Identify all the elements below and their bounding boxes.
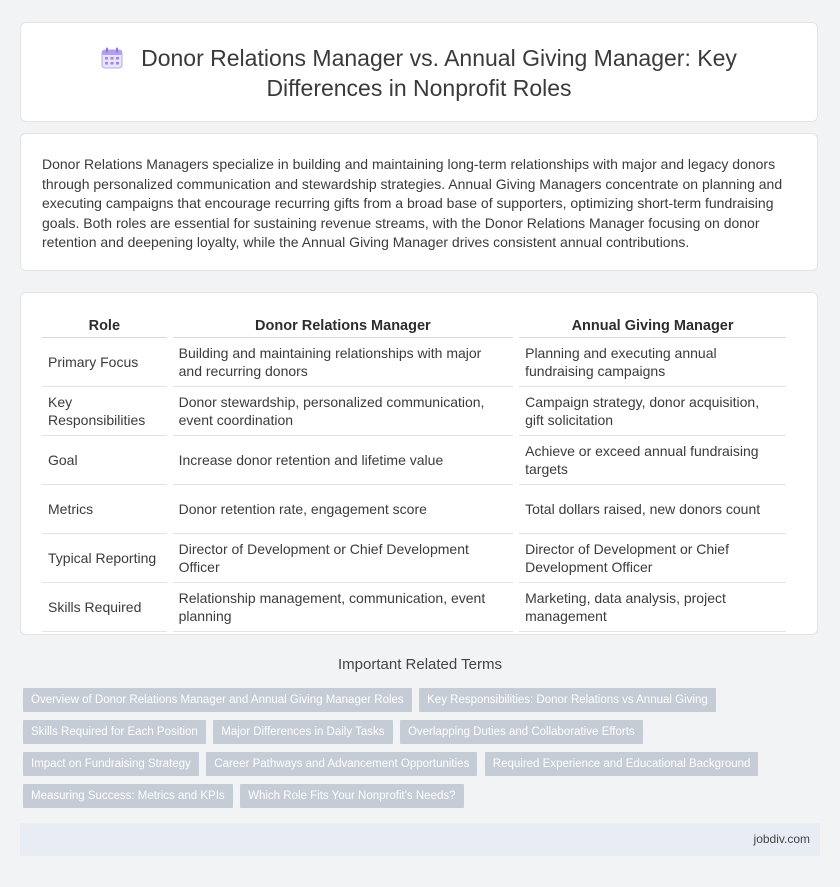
table-row (42, 485, 786, 534)
row-label: Typical Reporting (42, 534, 167, 583)
donor-relations-cell: Donor retention rate, engagement score (173, 485, 513, 534)
row-label: Goal (42, 436, 167, 485)
footer (20, 823, 820, 856)
related-term-link[interactable]: Impact on Fundraising Strategy (23, 752, 199, 776)
row-label: Key Responsibilities (42, 387, 167, 436)
header-donor-relations: Donor Relations Manager (173, 315, 513, 338)
calendar-icon (101, 47, 123, 69)
intro-paragraph: Donor Relations Managers specialize in building and maintaining long-term relationships with major and legacy donors through personalized communication and stewardship strategies. Annual Giving Managers concentrate on planning and executing campaigns that encourage recurring gifts from a broad base of supporters, optimizing short-term fundraising goals. Both roles are essential for sustaining revenue streams, with the Donor Relations Manager focusing on donor retention and deepening loyalty, while the Annual Giving Manager drives consistent annual contributions. (42, 156, 783, 250)
related-term-link[interactable]: Key Responsibilities: Donor Relations vs Annual Giving (419, 688, 716, 712)
header-annual-giving: Annual Giving Manager (519, 315, 786, 338)
related-term-link[interactable]: Measuring Success: Metrics and KPIs (23, 784, 233, 808)
comparison-table (36, 315, 792, 632)
annual-giving-cell: Achieve or exceed annual fundraising targets (519, 436, 786, 485)
table-row (42, 534, 786, 583)
header-role: Role (42, 315, 167, 338)
related-term-link[interactable]: Major Differences in Daily Tasks (213, 720, 392, 744)
row-label: Metrics (42, 485, 167, 534)
intro-card (20, 133, 818, 271)
donor-relations-cell: Building and maintaining relationships with major and recurring donors (173, 338, 513, 387)
related-term-link[interactable]: Career Pathways and Advancement Opportunities (206, 752, 477, 776)
donor-relations-cell: Donor stewardship, personalized communication, event coordination (173, 387, 513, 436)
table-row (42, 583, 786, 632)
row-label: Primary Focus (42, 338, 167, 387)
related-term-link[interactable]: Required Experience and Educational Background (485, 752, 759, 776)
annual-giving-cell: Campaign strategy, donor acquisition, gift solicitation (519, 387, 786, 436)
header-card (20, 22, 818, 122)
related-term-link[interactable]: Which Role Fits Your Nonprofit's Needs? (240, 784, 463, 808)
page-title: Donor Relations Manager vs. Annual Giving Manager: Key Differences in Nonprofit Roles (141, 45, 737, 101)
table-row (42, 387, 786, 436)
donor-relations-cell: Director of Development or Chief Development Officer (173, 534, 513, 583)
page-title-wrap (21, 43, 817, 103)
table-row (42, 436, 786, 485)
comparison-table-card (20, 292, 818, 635)
table-row (42, 338, 786, 387)
related-term-link[interactable]: Overlapping Duties and Collaborative Efforts (400, 720, 643, 744)
related-term-link[interactable]: Skills Required for Each Position (23, 720, 206, 744)
related-term-link[interactable]: Overview of Donor Relations Manager and Annual Giving Manager Roles (23, 688, 412, 712)
donor-relations-cell: Increase donor retention and lifetime value (173, 436, 513, 485)
annual-giving-cell: Director of Development or Chief Development Officer (519, 534, 786, 583)
donor-relations-cell: Relationship management, communication, event planning (173, 583, 513, 632)
table-header-row (42, 315, 786, 338)
annual-giving-cell: Total dollars raised, new donors count (519, 485, 786, 534)
footer-site-link[interactable]: jobdiv.com (753, 832, 810, 846)
related-terms-title: Important Related Terms (338, 656, 502, 673)
row-label: Skills Required (42, 583, 167, 632)
annual-giving-cell: Marketing, data analysis, project management (519, 583, 786, 632)
related-terms-list (23, 688, 813, 816)
annual-giving-cell: Planning and executing annual fundraising campaigns (519, 338, 786, 387)
